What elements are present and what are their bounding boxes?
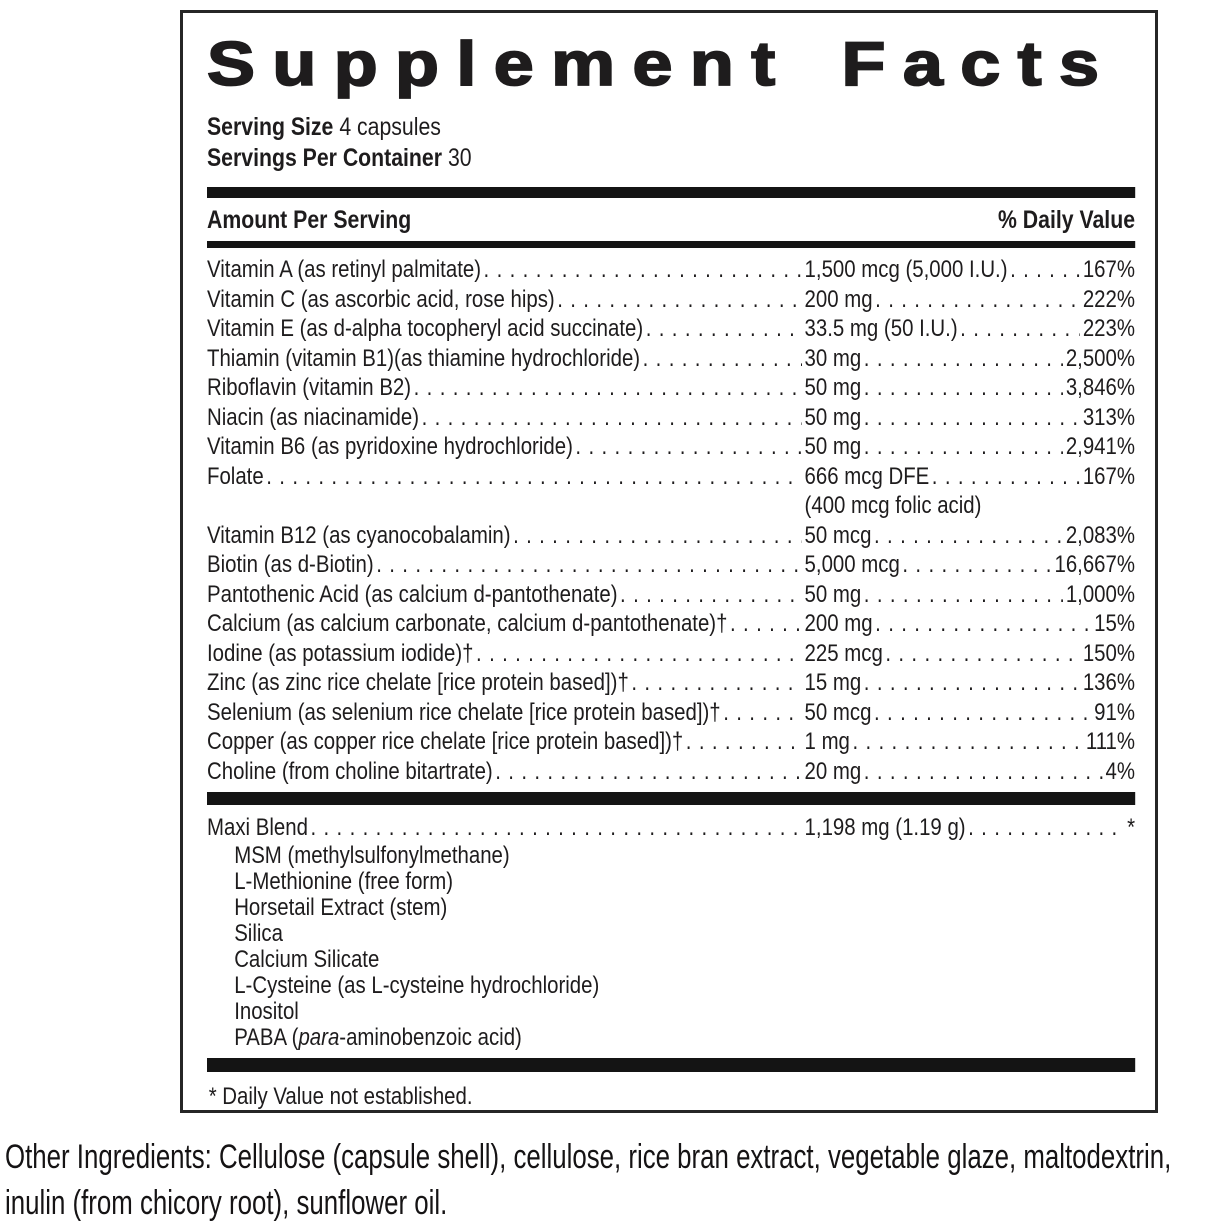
divider-thick-bottom (207, 1058, 1135, 1072)
other-ingredients-text: Cellulose (capsule shell), cellulose, rice bran extract, vegetable glaze, maltodextrin, inulin (from chicory root), sunflower oil. (5, 1138, 1172, 1222)
row-maxi-blend (207, 813, 1135, 843)
nutrient-name: Pantothenic Acid (as calcium d-pantothenate) (207, 580, 618, 608)
servings-per-container-line (207, 143, 1135, 174)
dot-leader (730, 609, 802, 639)
row-riboflavin (207, 373, 1135, 403)
dot-leader (376, 550, 802, 580)
row-vitamin-b6 (207, 432, 1135, 462)
dot-leader (557, 285, 802, 315)
nutrient-amount: 50 mcg (804, 521, 872, 549)
dot-leader (960, 314, 1080, 344)
blend-component: Calcium Silicate (234, 946, 380, 974)
row-folate-continuation (207, 491, 1135, 521)
nutrient-amount: 50 mg (804, 374, 862, 402)
nutrient-daily-value: 1,000% (1065, 580, 1136, 608)
nutrient-name: Vitamin C (as ascorbic acid, rose hips) (207, 285, 555, 313)
nutrient-daily-value: 223% (1082, 315, 1136, 343)
nutrient-amount: 200 mg (804, 285, 873, 313)
row-iodine (207, 639, 1135, 669)
dot-leader (875, 609, 1091, 639)
dot-leader (864, 580, 1063, 610)
dot-leader (422, 403, 802, 433)
dot-leader (646, 314, 802, 344)
divider-thick-top (207, 187, 1135, 198)
dot-leader (476, 639, 802, 669)
nutrient-daily-value: 3,846% (1065, 374, 1136, 402)
blend-component: MSM (methylsulfonylmethane) (234, 842, 510, 870)
nutrient-name: Copper (as copper rice chelate [rice protein based])† (207, 728, 684, 756)
dot-leader (620, 580, 802, 610)
panel-title: Supplement Facts (207, 30, 1117, 99)
row-vitamin-b12 (207, 521, 1135, 551)
dot-leader (864, 757, 1103, 787)
serving-size-label: Serving Size (207, 113, 334, 142)
dot-leader (875, 285, 1080, 315)
nutrient-amount: 15 mg (804, 669, 862, 697)
nutrient-name: Vitamin B12 (as cyanocobalamin) (207, 521, 511, 549)
dot-leader (864, 668, 1080, 698)
nutrient-daily-value: 313% (1082, 403, 1136, 431)
nutrient-daily-value: 91% (1094, 698, 1136, 726)
row-calcium (207, 609, 1135, 639)
nutrient-daily-value: 2,941% (1065, 433, 1136, 461)
dot-leader (631, 668, 802, 698)
row-folate (207, 462, 1135, 492)
dot-leader (484, 255, 802, 285)
blend-component: Silica (234, 920, 283, 948)
nutrient-name: Iodine (as potassium iodide)† (207, 639, 474, 667)
dot-leader (513, 521, 802, 551)
panel-body (207, 112, 1135, 1112)
nutrient-daily-value: 2,500% (1065, 344, 1136, 372)
nutrient-daily-value: 167% (1082, 256, 1136, 284)
nutrient-name: Riboflavin (vitamin B2) (207, 374, 412, 402)
nutrient-daily-value: 111% (1085, 728, 1136, 756)
nutrient-amount: 50 mg (804, 433, 862, 461)
dot-leader (414, 373, 802, 403)
dot-leader (885, 639, 1080, 669)
servings-per-container-value: 30 (447, 144, 472, 173)
blend-amount: 1,198 mg (1.19 g) (804, 814, 966, 842)
nutrient-daily-value: 222% (1082, 285, 1136, 313)
nutrient-amount-secondary: (400 mcg folic acid) (804, 492, 982, 520)
nutrient-name: Thiamin (vitamin B1)(as thiamine hydrochloride) (207, 344, 641, 372)
row-vitamin-a (207, 255, 1135, 285)
serving-size-line (207, 112, 1135, 143)
divider-thick-middle (207, 792, 1135, 805)
serving-size-value: 4 capsules (339, 113, 441, 142)
dot-leader (1010, 255, 1080, 285)
nutrient-daily-value: 136% (1082, 669, 1136, 697)
dot-leader (643, 344, 802, 374)
nutrient-name: Vitamin B6 (as pyridoxine hydrochloride) (207, 433, 573, 461)
paba-italic: para (298, 1024, 340, 1052)
nutrient-daily-value: 16,667% (1054, 551, 1136, 579)
serving-info (207, 112, 1135, 174)
nutrient-table (207, 248, 1135, 786)
nutrient-daily-value: 2,083% (1065, 521, 1136, 549)
nutrient-name: Calcium (as calcium carbonate, calcium d-pantothenate)† (207, 610, 728, 638)
dot-leader (723, 698, 802, 728)
nutrient-name: Zinc (as zinc rice chelate [rice protein based])† (207, 669, 629, 697)
nutrient-amount: 33.5 mg (50 I.U.) (804, 315, 958, 343)
nutrient-amount: 20 mg (804, 757, 862, 785)
blend-component: L-Cysteine (as L-cysteine hydrochloride) (234, 972, 600, 1000)
blend-name: Maxi Blend (207, 814, 308, 842)
blend-component: Horsetail Extract (stem) (234, 894, 448, 922)
row-zinc (207, 668, 1135, 698)
dot-leader (686, 727, 802, 757)
nutrient-daily-value: 150% (1082, 639, 1136, 667)
dot-leader (864, 403, 1080, 433)
row-thiamin (207, 344, 1135, 374)
paba-suffix: -aminobenzoic acid) (339, 1024, 522, 1052)
nutrient-amount: 50 mg (804, 580, 862, 608)
dot-leader (874, 521, 1063, 551)
nutrient-amount: 50 mg (804, 403, 862, 431)
proprietary-blend-section (207, 813, 1135, 1051)
dot-leader (495, 757, 802, 787)
nutrient-daily-value: 15% (1094, 610, 1136, 638)
other-ingredients-label: Other Ingredients: (5, 1138, 212, 1176)
nutrient-amount: 50 mcg (804, 698, 872, 726)
row-pantothenic-acid (207, 580, 1135, 610)
nutrient-name: Selenium (as selenium rice chelate [rice protein based])† (207, 698, 721, 726)
dot-leader (266, 462, 802, 492)
dot-leader (852, 727, 1083, 757)
dot-leader (864, 344, 1063, 374)
dot-leader (968, 813, 1124, 843)
supplement-facts-panel (180, 10, 1158, 1113)
dot-leader (874, 698, 1092, 728)
amount-per-serving-header: Amount Per Serving (207, 206, 412, 235)
dot-leader (932, 462, 1080, 492)
paba-prefix: PABA ( (234, 1024, 299, 1052)
nutrient-amount: 30 mg (804, 344, 862, 372)
nutrient-name: Folate (207, 462, 264, 490)
row-vitamin-e (207, 314, 1135, 344)
nutrient-daily-value: 4% (1105, 757, 1136, 785)
row-copper (207, 727, 1135, 757)
row-biotin (207, 550, 1135, 580)
nutrient-name: Vitamin A (as retinyl palmitate) (207, 256, 482, 284)
blend-component: L-Methionine (free form) (234, 868, 454, 896)
other-ingredients (5, 1134, 1214, 1226)
nutrient-amount: 200 mg (804, 610, 873, 638)
divider-medium (207, 241, 1135, 248)
nutrient-amount: 1,500 mcg (5,000 I.U.) (804, 256, 1008, 284)
servings-per-container-label: Servings Per Container (207, 144, 443, 173)
blend-component: Inositol (234, 998, 299, 1026)
nutrient-amount: 1 mg (804, 728, 850, 756)
row-niacin (207, 403, 1135, 433)
dot-leader (575, 432, 802, 462)
nutrient-name: Vitamin E (as d-alpha tocopheryl acid succinate) (207, 315, 644, 343)
blend-daily-value: * (1127, 814, 1136, 842)
column-header-row (207, 198, 1135, 241)
dot-leader (864, 432, 1063, 462)
dot-leader (902, 550, 1052, 580)
nutrient-amount: 225 mcg (804, 639, 883, 667)
row-selenium (207, 698, 1135, 728)
nutrient-daily-value: 167% (1082, 462, 1136, 490)
dot-leader (310, 813, 802, 843)
daily-value-footnote: * Daily Value not established. (208, 1083, 473, 1111)
blend-component-paba (207, 1025, 1135, 1051)
nutrient-name: Niacin (as niacinamide) (207, 403, 420, 431)
daily-value-header: % Daily Value (997, 206, 1136, 235)
nutrient-name: Biotin (as d-Biotin) (207, 551, 374, 579)
nutrient-amount: 5,000 mcg (804, 551, 900, 579)
row-choline (207, 757, 1135, 787)
row-vitamin-c (207, 285, 1135, 315)
nutrient-amount: 666 mcg DFE (804, 462, 930, 490)
dot-leader (864, 373, 1063, 403)
nutrient-name: Choline (from choline bitartrate) (207, 757, 493, 785)
blend-component-list (207, 843, 1135, 1051)
